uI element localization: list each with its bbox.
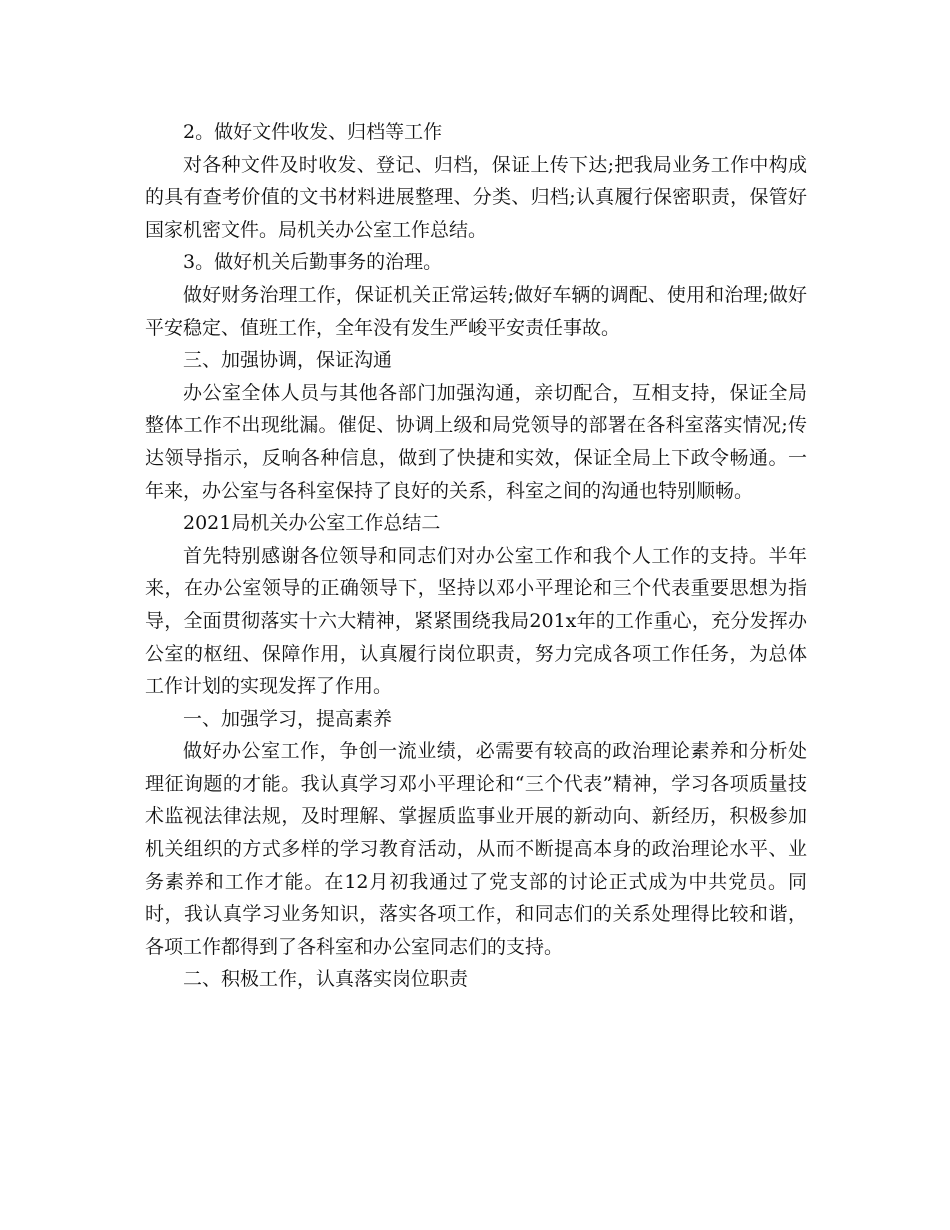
paragraph-coordination: 办公室全体人员与其他各部门加强沟通，亲切配合，互相支持，保证全局整体工作不出现纰漏。催促、协调上级和局党领导的部署在各科室落实情况;传达领导指示，反响各种信息，做到了快捷和实效，保证全局上下政令畅通。一年来，办公室与各科室保持了良好的关系，科室之间的沟通也特别顺畅。 bbox=[145, 381, 807, 502]
paragraph-file-handling: 对各种文件及时收发、登记、归档，保证上传下达;把我局业务工作中构成的具有查考价值的文书材料进展整理、分类、归档;认真履行保密职责，保管好国家机密文件。局机关办公室工作总结。 bbox=[145, 153, 807, 241]
document-subtitle: 2021局机关办公室工作总结二 bbox=[183, 512, 441, 535]
paragraph-introduction: 首先特别感谢各位领导和同志们对办公室工作和我个人工作的支持。半年来，在办公室领导的正确领导下，坚持以邓小平理论和三个代表重要思想为指导，全面贯彻落实十六大精神，紧紧围绕我局201x年的工作重心，充分发挥办公室的枢纽、保障作用，认真履行岗位职责，努力完成各项工作任务，为总体工作计划的实现发挥了作用。 bbox=[145, 544, 807, 698]
section-heading-duties: 二、积极工作，认真落实岗位职责 bbox=[183, 968, 469, 991]
section-heading-coordination: 三、加强协调，保证沟通 bbox=[183, 349, 393, 372]
section-heading-file-handling: 2。做好文件收发、归档等工作 bbox=[183, 121, 443, 143]
paragraph-study: 做好办公室工作，争创一流业绩，必需要有较高的政治理论素养和分析处理征询题的才能。我认真学习邓小平理论和“三个代表”精神，学习各项质量技术监视法律法规，及时理解、掌握质监事业开展的新动向、新经历，积极参加机关组织的方式多样的学习教育活动，从而不断提高本身的政治理论水平、业务素养和工作才能。在12月初我通过了党支部的讨论正式成为中共党员。同时，我认真学习业务知识，落实各项工作，和同志们的关系处理得比较和谐，各项工作都得到了各科室和办公室同志们的支持。 bbox=[145, 740, 807, 958]
document-body bbox=[145, 116, 807, 996]
section-heading-study: 一、加强学习，提高素养 bbox=[183, 707, 393, 730]
paragraph-logistics: 做好财务治理工作，保证机关正常运转;做好车辆的调配、使用和治理;做好平安稳定、值班工作，全年没有发生严峻平安责任事故。 bbox=[145, 283, 807, 339]
section-heading-logistics: 3。做好机关后勤事务的治理。 bbox=[183, 251, 443, 274]
